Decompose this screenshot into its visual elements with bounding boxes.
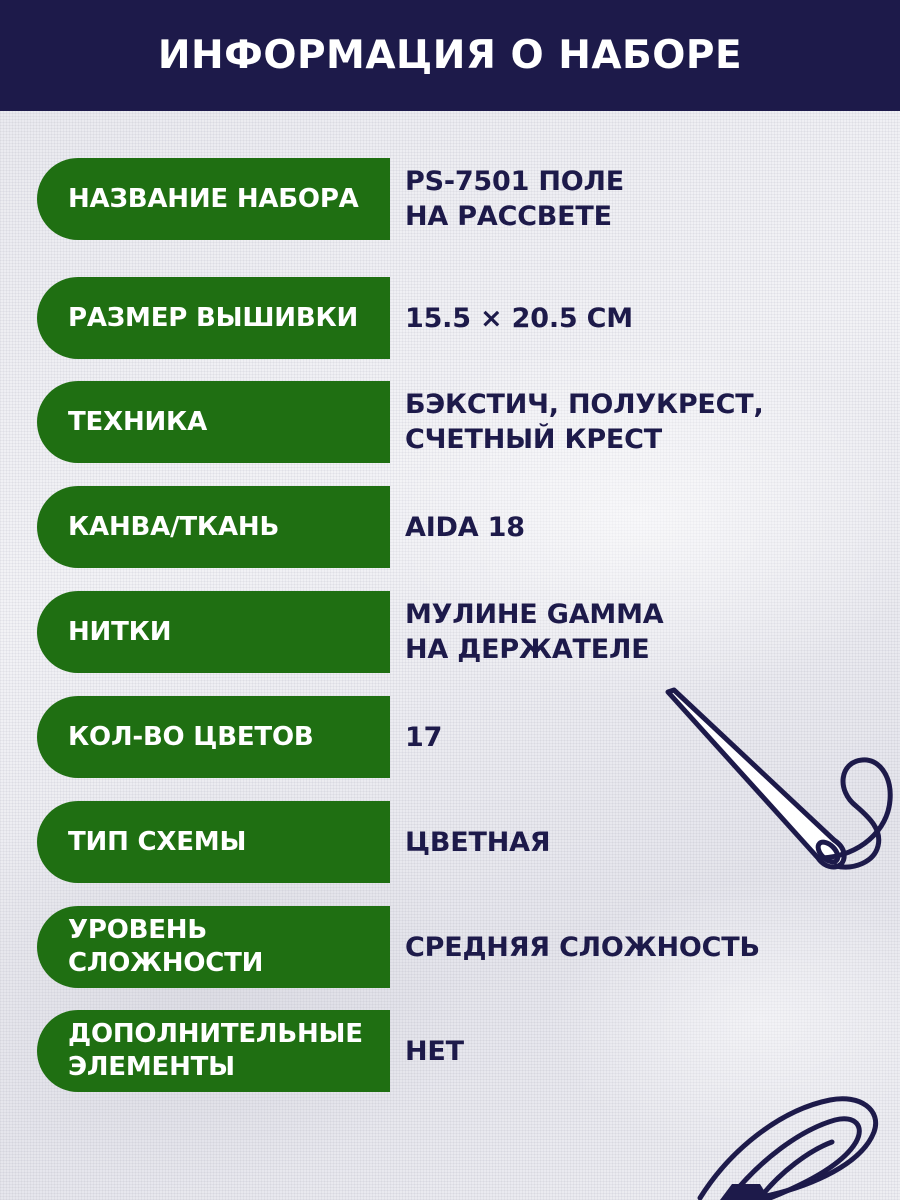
header-banner	[0, 0, 900, 111]
row-value-container	[405, 158, 865, 240]
row-value: НЕТ	[405, 1035, 464, 1067]
row-value: 17	[405, 721, 443, 753]
row-label: НАЗВАНИЕ НАБОРА	[68, 183, 359, 214]
label-pill	[37, 381, 390, 463]
row-value: 15.5 × 20.5 СМ	[405, 302, 633, 334]
row-label: КОЛ-ВО ЦВЕТОВ	[68, 721, 314, 752]
info-row-difficulty	[37, 906, 857, 988]
label-pill	[37, 486, 390, 568]
row-label: РАЗМЕР ВЫШИВКИ	[68, 302, 359, 333]
info-row-threads	[37, 591, 857, 673]
row-value: ЦВЕТНАЯ	[405, 826, 551, 858]
row-value-container	[405, 277, 865, 359]
row-value: AIDA 18	[405, 511, 525, 543]
label-pill	[37, 906, 390, 988]
row-label: ДОПОЛНИТЕЛЬНЫЕ ЭЛЕМЕНТЫ	[68, 1019, 363, 1082]
info-row-fabric	[37, 486, 857, 568]
whisk-icon	[660, 1080, 900, 1200]
row-value: БЭКСТИЧ, ПОЛУКРЕСТ, СЧЕТНЫЙ КРЕСТ	[405, 389, 764, 455]
label-pill	[37, 1010, 390, 1092]
row-value: МУЛИНЕ GAMMA НА ДЕРЖАТЕЛЕ	[405, 599, 664, 665]
needle-thread-icon	[650, 680, 900, 900]
row-label: ТИП СХЕМЫ	[68, 826, 247, 857]
row-label: КАНВА/ТКАНЬ	[68, 511, 280, 542]
page-title: ИНФОРМАЦИЯ О НАБОРЕ	[157, 33, 743, 78]
row-value-container	[405, 381, 865, 463]
row-label: НИТКИ	[68, 616, 172, 647]
label-pill	[37, 696, 390, 778]
info-row-technique	[37, 381, 857, 463]
row-value-container	[405, 906, 865, 988]
label-pill	[37, 801, 390, 883]
row-label: ТЕХНИКА	[68, 406, 208, 437]
info-row-set-name	[37, 158, 857, 240]
row-label: УРОВЕНЬ СЛОЖНОСТИ	[68, 915, 264, 978]
info-row-size	[37, 277, 857, 359]
row-value: СРЕДНЯЯ СЛОЖНОСТЬ	[405, 931, 760, 963]
row-value-container	[405, 486, 865, 568]
row-value-container	[405, 591, 865, 673]
row-value: PS-7501 ПОЛЕ НА РАССВЕТЕ	[405, 166, 625, 232]
label-pill	[37, 158, 390, 240]
label-pill	[37, 277, 390, 359]
label-pill	[37, 591, 390, 673]
